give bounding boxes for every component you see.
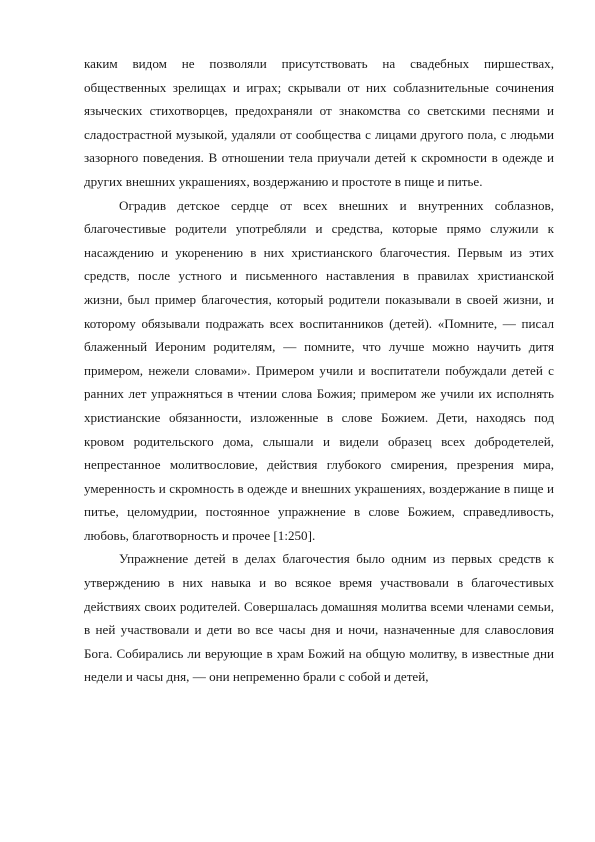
paragraph-1: каким видом не позволяли присутствовать на свадебных пиршествах, общественных зрелищах и играх; скрывали от них соблазнительные сочинения языческих стихотворцев, предохраняли от знакомства со светскими песнями и сладострастной музыкой, удаляли от сообщества с лицами другого пола, с людьми зазорного поведения. В отношении тела приучали детей к скромности в одежде и других внешних украшениях, воздержанию и простоте в пище и питье. xyxy=(84,56,554,189)
document-body xyxy=(84,52,554,689)
paragraph-3: Упражнение детей в делах благочестия было одним из первых средств к утверждению в них навыка и во всякое время участвовали в благочестивых действиях своих родителей. Совершалась домашняя молитва всеми членами семьи, в ней участвовали и дети во все часы дня и ночи, назначенные для славословия Бога. Собирались ли верующие в храм Божий на общую молитву, в известные дни недели и часы дня, — они непременно брали с собой и детей, xyxy=(84,551,554,685)
paragraph-2: Оградив детское сердце от всех внешних и внутренних соблазнов, благочестивые родители употребляли и средства, которые прямо служили к насаждению и укоренению в них христианского благочестия. Первым из этих средств, после устного и письменного наставления в правилах христианской жизни, был пример благочестия, который родители показывали в своей жизни, и которому обязывали подражать всех воспитанников (детей). «Помните, — писал блаженный Иероним родителям, — помните, что лучше можно научить дитя примером, нежели словами». Примером учили и воспитатели побуждали детей с ранних лет упражняться в чтении слова Божия; примером же учили их исполнять христианские обязанности, изложенные в слове Божием. Дети, находясь под кровом родительского дома, слышали и видели образец всех добродетелей, непрестанное молитвословие, действия глубокого смирения, презрения мира, умеренность и скромность в одежде и внешних украшениях, воздержание в пище и питье, целомудрии, постоянное упражнение в слове Божием, справедливость, любовь, благотворность и прочее [1:250]. xyxy=(84,197,554,543)
